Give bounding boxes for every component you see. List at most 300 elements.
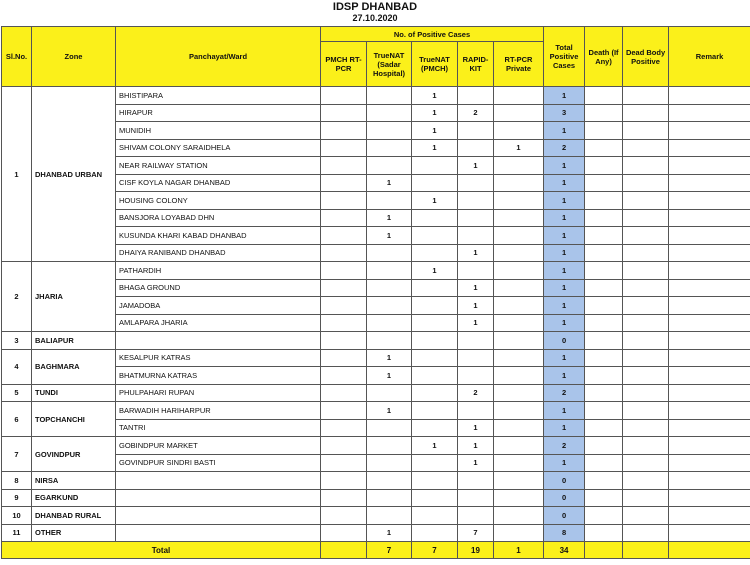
rtpcr-private-cell: [494, 524, 544, 542]
rapid-kit-cell: [458, 472, 494, 490]
header-dead-body: Dead Body Positive: [623, 27, 669, 87]
remark-cell: [669, 384, 750, 402]
remark-cell: [669, 349, 750, 367]
truenat-pmch-cell: [412, 419, 458, 437]
ward-name: [116, 332, 321, 350]
zone-sl-number: 2: [2, 262, 32, 332]
truenat-sadar-cell: [367, 454, 412, 472]
rtpcr-private-cell: [494, 419, 544, 437]
table-row: [2, 332, 750, 350]
death-cell: [585, 122, 623, 140]
rtpcr-private-cell: [494, 87, 544, 105]
truenat-pmch-cell: [412, 454, 458, 472]
rtpcr-private-cell: [494, 489, 544, 507]
total-positive-cell: 0: [544, 332, 585, 350]
rapid-kit-cell: 1: [458, 419, 494, 437]
truenat-sadar-cell: [367, 297, 412, 315]
ward-name: GOVINDPUR SINDRI BASTI: [116, 454, 321, 472]
rapid-kit-cell: [458, 349, 494, 367]
dead-body-cell: [623, 192, 669, 210]
death-cell: [585, 279, 623, 297]
pmch-rtpcr-cell: [321, 349, 367, 367]
rapid-kit-cell: [458, 332, 494, 350]
total-positive-cell: 1: [544, 192, 585, 210]
remark-cell: [669, 419, 750, 437]
totals-label: Total: [2, 542, 321, 559]
rtpcr-private-cell: 1: [494, 139, 544, 157]
ward-name: MUNIDIH: [116, 122, 321, 140]
total-positive-cell: 1: [544, 349, 585, 367]
header-remark: Remark: [669, 27, 750, 87]
total-positive-cell: 0: [544, 489, 585, 507]
zone-sl-number: 1: [2, 87, 32, 262]
truenat-sadar-cell: [367, 489, 412, 507]
zone-sl-number: 5: [2, 384, 32, 402]
report-date: 27.10.2020: [352, 13, 398, 23]
table-row: [2, 402, 750, 420]
pmch-rtpcr-cell: [321, 279, 367, 297]
ward-name: [116, 524, 321, 542]
table-body: [2, 87, 750, 542]
total-rtpcr-private: 1: [494, 542, 544, 559]
remark-cell: [669, 139, 750, 157]
pmch-rtpcr-cell: [321, 209, 367, 227]
dead-body-cell: [623, 349, 669, 367]
header-rtpcr-private: RT-PCR Private: [494, 42, 544, 87]
ward-name: PHULPAHARI RUPAN: [116, 384, 321, 402]
ward-name: HOUSING COLONY: [116, 192, 321, 210]
rtpcr-private-cell: [494, 279, 544, 297]
remark-cell: [669, 122, 750, 140]
truenat-sadar-cell: [367, 314, 412, 332]
dead-body-cell: [623, 314, 669, 332]
truenat-pmch-cell: [412, 384, 458, 402]
truenat-pmch-cell: [412, 227, 458, 245]
remark-cell: [669, 87, 750, 105]
pmch-rtpcr-cell: [321, 122, 367, 140]
rtpcr-private-cell: [494, 314, 544, 332]
truenat-sadar-cell: [367, 244, 412, 262]
dead-body-cell: [623, 297, 669, 315]
dead-body-cell: [623, 367, 669, 385]
rapid-kit-cell: [458, 367, 494, 385]
total-remark: [669, 542, 750, 559]
ward-name: SHIVAM COLONY SARAIDHELA: [116, 139, 321, 157]
remark-cell: [669, 192, 750, 210]
death-cell: [585, 227, 623, 245]
remark-cell: [669, 244, 750, 262]
ward-name: KUSUNDA KHARI KABAD DHANBAD: [116, 227, 321, 245]
header-truenat-pmch: TrueNAT (PMCH): [412, 42, 458, 87]
rtpcr-private-cell: [494, 367, 544, 385]
header-total: Total Positive Cases: [544, 27, 585, 87]
zone-name: OTHER: [32, 524, 116, 542]
total-rapid-kit: 19: [458, 542, 494, 559]
zone-name: NIRSA: [32, 472, 116, 490]
ward-name: [116, 507, 321, 525]
truenat-sadar-cell: 1: [367, 349, 412, 367]
zone-sl-number: 11: [2, 524, 32, 542]
remark-cell: [669, 402, 750, 420]
death-cell: [585, 489, 623, 507]
dead-body-cell: [623, 507, 669, 525]
truenat-pmch-cell: 1: [412, 122, 458, 140]
total-positive-cell: 1: [544, 157, 585, 175]
truenat-sadar-cell: 1: [367, 174, 412, 192]
rapid-kit-cell: [458, 489, 494, 507]
truenat-sadar-cell: [367, 157, 412, 175]
pmch-rtpcr-cell: [321, 489, 367, 507]
dead-body-cell: [623, 489, 669, 507]
total-positive-cell: 1: [544, 244, 585, 262]
truenat-pmch-cell: [412, 524, 458, 542]
dead-body-cell: [623, 384, 669, 402]
pmch-rtpcr-cell: [321, 472, 367, 490]
rapid-kit-cell: [458, 122, 494, 140]
rtpcr-private-cell: [494, 157, 544, 175]
header-pmch-rtpcr: PMCH RT-PCR: [321, 42, 367, 87]
rapid-kit-cell: [458, 87, 494, 105]
remark-cell: [669, 507, 750, 525]
zone-name: GOVINDPUR: [32, 437, 116, 472]
ward-name: KESALPUR KATRAS: [116, 349, 321, 367]
zone-name: BAGHMARA: [32, 349, 116, 384]
remark-cell: [669, 367, 750, 385]
death-cell: [585, 157, 623, 175]
death-cell: [585, 297, 623, 315]
header-positive-cases-group: No. of Positive Cases: [321, 27, 544, 42]
death-cell: [585, 192, 623, 210]
remark-cell: [669, 454, 750, 472]
rtpcr-private-cell: [494, 192, 544, 210]
header-zone: Zone: [32, 27, 116, 87]
truenat-pmch-cell: 1: [412, 262, 458, 280]
pmch-rtpcr-cell: [321, 507, 367, 525]
truenat-pmch-cell: [412, 402, 458, 420]
pmch-rtpcr-cell: [321, 87, 367, 105]
rapid-kit-cell: 1: [458, 279, 494, 297]
dead-body-cell: [623, 402, 669, 420]
truenat-sadar-cell: [367, 262, 412, 280]
truenat-sadar-cell: [367, 104, 412, 122]
total-positive-cell: 2: [544, 139, 585, 157]
dead-body-cell: [623, 104, 669, 122]
truenat-sadar-cell: 1: [367, 367, 412, 385]
zone-name: TUNDI: [32, 384, 116, 402]
total-pmch-rtpcr: [321, 542, 367, 559]
truenat-sadar-cell: [367, 87, 412, 105]
truenat-pmch-cell: [412, 507, 458, 525]
remark-cell: [669, 209, 750, 227]
zone-sl-number: 8: [2, 472, 32, 490]
total-positive-cell: 8: [544, 524, 585, 542]
death-cell: [585, 174, 623, 192]
ward-name: GOBINDPUR MARKET: [116, 437, 321, 455]
truenat-pmch-cell: [412, 297, 458, 315]
dead-body-cell: [623, 244, 669, 262]
header-rapid-kit: RAPID-KIT: [458, 42, 494, 87]
dead-body-cell: [623, 279, 669, 297]
total-positive-cell: 2: [544, 437, 585, 455]
table-row: [2, 524, 750, 542]
pmch-rtpcr-cell: [321, 524, 367, 542]
total-positive-cell: 1: [544, 279, 585, 297]
total-death: [585, 542, 623, 559]
rapid-kit-cell: 1: [458, 297, 494, 315]
header-death: Death (If Any): [585, 27, 623, 87]
truenat-pmch-cell: [412, 174, 458, 192]
total-positive-cell: 1: [544, 419, 585, 437]
rtpcr-private-cell: [494, 227, 544, 245]
rapid-kit-cell: [458, 192, 494, 210]
rtpcr-private-cell: [494, 122, 544, 140]
truenat-sadar-cell: 1: [367, 524, 412, 542]
dead-body-cell: [623, 122, 669, 140]
rapid-kit-cell: [458, 174, 494, 192]
rapid-kit-cell: 2: [458, 384, 494, 402]
remark-cell: [669, 297, 750, 315]
ward-name: BARWADIH HARIHARPUR: [116, 402, 321, 420]
rtpcr-private-cell: [494, 349, 544, 367]
table-row: [2, 437, 750, 455]
pmch-rtpcr-cell: [321, 454, 367, 472]
pmch-rtpcr-cell: [321, 192, 367, 210]
truenat-sadar-cell: [367, 192, 412, 210]
death-cell: [585, 384, 623, 402]
remark-cell: [669, 174, 750, 192]
rtpcr-private-cell: [494, 402, 544, 420]
total-positive-cell: 0: [544, 507, 585, 525]
truenat-pmch-cell: [412, 489, 458, 507]
truenat-pmch-cell: [412, 157, 458, 175]
dead-body-cell: [623, 227, 669, 245]
truenat-pmch-cell: 1: [412, 104, 458, 122]
truenat-sadar-cell: [367, 279, 412, 297]
rtpcr-private-cell: [494, 454, 544, 472]
ward-name: PATHARDIH: [116, 262, 321, 280]
total-positive-cell: 1: [544, 297, 585, 315]
total-positive-cell: 0: [544, 472, 585, 490]
dead-body-cell: [623, 174, 669, 192]
pmch-rtpcr-cell: [321, 384, 367, 402]
rapid-kit-cell: [458, 139, 494, 157]
total-truenat-sadar: 7: [367, 542, 412, 559]
pmch-rtpcr-cell: [321, 402, 367, 420]
dead-body-cell: [623, 472, 669, 490]
death-cell: [585, 87, 623, 105]
totals-row: [2, 542, 750, 559]
report-title: IDSP DHANBAD: [332, 1, 418, 13]
ward-name: BANSJORA LOYABAD DHN: [116, 209, 321, 227]
truenat-sadar-cell: [367, 437, 412, 455]
table-row: [2, 472, 750, 490]
total-positive-cell: 2: [544, 384, 585, 402]
dead-body-cell: [623, 419, 669, 437]
pmch-rtpcr-cell: [321, 437, 367, 455]
truenat-sadar-cell: [367, 139, 412, 157]
remark-cell: [669, 314, 750, 332]
death-cell: [585, 314, 623, 332]
rapid-kit-cell: 1: [458, 314, 494, 332]
ward-name: BHISTIPARA: [116, 87, 321, 105]
remark-cell: [669, 157, 750, 175]
rtpcr-private-cell: [494, 262, 544, 280]
ward-name: JAMADOBA: [116, 297, 321, 315]
pmch-rtpcr-cell: [321, 174, 367, 192]
pmch-rtpcr-cell: [321, 244, 367, 262]
rapid-kit-cell: 7: [458, 524, 494, 542]
truenat-sadar-cell: [367, 507, 412, 525]
truenat-sadar-cell: [367, 472, 412, 490]
truenat-pmch-cell: [412, 244, 458, 262]
dead-body-cell: [623, 139, 669, 157]
rapid-kit-cell: [458, 209, 494, 227]
death-cell: [585, 367, 623, 385]
ward-name: [116, 472, 321, 490]
dead-body-cell: [623, 332, 669, 350]
death-cell: [585, 507, 623, 525]
ward-name: BHATMURNA KATRAS: [116, 367, 321, 385]
rtpcr-private-cell: [494, 209, 544, 227]
total-positive-cell: 1: [544, 367, 585, 385]
pmch-rtpcr-cell: [321, 262, 367, 280]
dead-body-cell: [623, 437, 669, 455]
total-positive-cell: 1: [544, 209, 585, 227]
rtpcr-private-cell: [494, 244, 544, 262]
total-positive-cell: 1: [544, 122, 585, 140]
header-ward: Panchayat/Ward: [116, 27, 321, 87]
pmch-rtpcr-cell: [321, 332, 367, 350]
ward-name: DHAIYA RANIBAND DHANBAD: [116, 244, 321, 262]
rapid-kit-cell: [458, 262, 494, 280]
rtpcr-private-cell: [494, 437, 544, 455]
remark-cell: [669, 489, 750, 507]
rapid-kit-cell: [458, 227, 494, 245]
death-cell: [585, 419, 623, 437]
dead-body-cell: [623, 209, 669, 227]
remark-cell: [669, 472, 750, 490]
total-positive-cell: 1: [544, 402, 585, 420]
truenat-sadar-cell: 1: [367, 209, 412, 227]
total-positive-cell: 1: [544, 174, 585, 192]
rapid-kit-cell: 1: [458, 157, 494, 175]
rtpcr-private-cell: [494, 384, 544, 402]
rtpcr-private-cell: [494, 297, 544, 315]
rapid-kit-cell: [458, 507, 494, 525]
truenat-pmch-cell: 1: [412, 139, 458, 157]
remark-cell: [669, 104, 750, 122]
death-cell: [585, 524, 623, 542]
pmch-rtpcr-cell: [321, 367, 367, 385]
dead-body-cell: [623, 262, 669, 280]
rtpcr-private-cell: [494, 104, 544, 122]
remark-cell: [669, 262, 750, 280]
rapid-kit-cell: 2: [458, 104, 494, 122]
zone-sl-number: 6: [2, 402, 32, 437]
rapid-kit-cell: 1: [458, 454, 494, 472]
zone-name: DHANBAD URBAN: [32, 87, 116, 262]
zone-sl-number: 9: [2, 489, 32, 507]
header-truenat-sadar: TrueNAT (Sadar Hospital): [367, 42, 412, 87]
total-positive-cell: 1: [544, 227, 585, 245]
zone-sl-number: 7: [2, 437, 32, 472]
zone-sl-number: 4: [2, 349, 32, 384]
grand-total: 34: [544, 542, 585, 559]
ward-name: BHAGA GROUND: [116, 279, 321, 297]
rtpcr-private-cell: [494, 472, 544, 490]
total-truenat-pmch: 7: [412, 542, 458, 559]
remark-cell: [669, 524, 750, 542]
total-positive-cell: 3: [544, 104, 585, 122]
pmch-rtpcr-cell: [321, 139, 367, 157]
total-positive-cell: 1: [544, 314, 585, 332]
rtpcr-private-cell: [494, 174, 544, 192]
remark-cell: [669, 279, 750, 297]
truenat-sadar-cell: [367, 332, 412, 350]
death-cell: [585, 139, 623, 157]
pmch-rtpcr-cell: [321, 419, 367, 437]
rapid-kit-cell: 1: [458, 244, 494, 262]
rapid-kit-cell: [458, 402, 494, 420]
death-cell: [585, 349, 623, 367]
truenat-pmch-cell: [412, 332, 458, 350]
table-row: [2, 87, 750, 105]
table-row: [2, 489, 750, 507]
truenat-sadar-cell: [367, 419, 412, 437]
dead-body-cell: [623, 454, 669, 472]
ward-name: NEAR RAILWAY STATION: [116, 157, 321, 175]
rtpcr-private-cell: [494, 332, 544, 350]
death-cell: [585, 104, 623, 122]
total-positive-cell: 1: [544, 262, 585, 280]
zone-name: BALIAPUR: [32, 332, 116, 350]
remark-cell: [669, 437, 750, 455]
remark-cell: [669, 332, 750, 350]
truenat-pmch-cell: [412, 279, 458, 297]
dead-body-cell: [623, 157, 669, 175]
truenat-sadar-cell: [367, 384, 412, 402]
death-cell: [585, 244, 623, 262]
truenat-pmch-cell: [412, 209, 458, 227]
pmch-rtpcr-cell: [321, 314, 367, 332]
rtpcr-private-cell: [494, 507, 544, 525]
ward-name: TANTRI: [116, 419, 321, 437]
total-dead-body: [623, 542, 669, 559]
truenat-pmch-cell: [412, 314, 458, 332]
pmch-rtpcr-cell: [321, 227, 367, 245]
positive-cases-table: [1, 26, 750, 559]
table-row: [2, 507, 750, 525]
table-row: [2, 384, 750, 402]
death-cell: [585, 262, 623, 280]
truenat-sadar-cell: 1: [367, 227, 412, 245]
truenat-pmch-cell: 1: [412, 192, 458, 210]
pmch-rtpcr-cell: [321, 157, 367, 175]
ward-name: CISF KOYLA NAGAR DHANBAD: [116, 174, 321, 192]
pmch-rtpcr-cell: [321, 104, 367, 122]
death-cell: [585, 402, 623, 420]
truenat-pmch-cell: 1: [412, 437, 458, 455]
zone-name: DHANBAD RURAL: [32, 507, 116, 525]
table-row: [2, 349, 750, 367]
zone-sl-number: 3: [2, 332, 32, 350]
death-cell: [585, 209, 623, 227]
header-sl: Sl.No.: [2, 27, 32, 87]
death-cell: [585, 332, 623, 350]
total-positive-cell: 1: [544, 454, 585, 472]
pmch-rtpcr-cell: [321, 297, 367, 315]
rapid-kit-cell: 1: [458, 437, 494, 455]
